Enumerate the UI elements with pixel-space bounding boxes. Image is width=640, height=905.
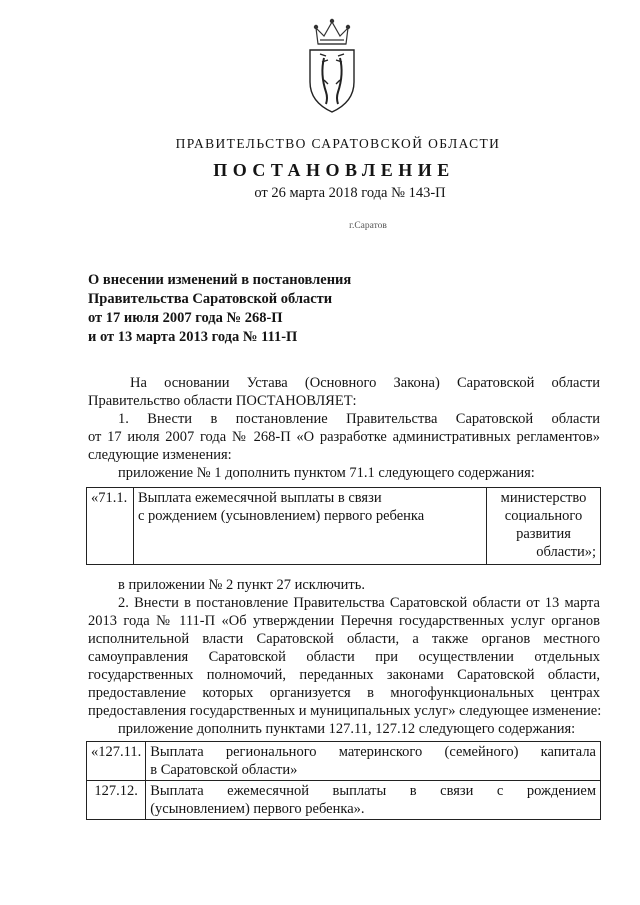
text-line: приложение № 1 дополнить пунктом 71.1 следующего содержания: <box>118 465 535 481</box>
table-cell-number: 127.12. <box>87 781 146 820</box>
text-line: предоставление которых организуется в многофункциональных центрах <box>88 685 600 701</box>
cell-line: социального <box>504 508 583 524</box>
cell-line: развития <box>516 526 571 542</box>
paragraph-1 <box>88 374 600 482</box>
cell-line: с рождением (усыновлением) первого ребенка <box>138 508 425 524</box>
text-line: следующие изменения: <box>88 447 232 463</box>
amendment-table-1 <box>86 487 601 565</box>
cell-line: министерство <box>500 490 587 506</box>
crown-icon <box>314 19 349 44</box>
shield-icon <box>310 50 354 112</box>
city: г.Саратов <box>349 221 387 231</box>
text-line: 2013 года № 111-П «Об утверждении Перечня государственных услуг органов <box>88 613 600 629</box>
text-line: 2. Внести в постановление Правительства Саратовской области от 13 марта <box>118 595 600 611</box>
table-row <box>87 488 601 565</box>
cell-line: в Саратовской области» <box>150 762 298 778</box>
text-line: приложение дополнить пунктами 127.11, 127.12 следующего содержания: <box>118 721 576 737</box>
subject-line: и от 13 марта 2013 года № 111-П <box>88 329 298 345</box>
table-cell-number: «127.11. <box>87 742 146 781</box>
text-line: На основании Устава (Основного Закона) Саратовской области <box>130 375 600 391</box>
cell-line: Выплата ежемесячной выплаты в связи с рождением <box>150 783 596 799</box>
subject-line: О внесении изменений в постановления <box>88 272 352 288</box>
cell-line: области»; <box>536 544 596 560</box>
document-date-number: от 26 марта 2018 года № 143-П <box>254 185 446 201</box>
government-name: ПРАВИТЕЛЬСТВО САРАТОВСКОЙ ОБЛАСТИ <box>175 136 501 151</box>
document-type: ПОСТАНОВЛЕНИЕ <box>213 160 455 180</box>
text-line: предоставления государственных и муниципальных услуг» следующее изменение: <box>88 703 602 719</box>
table-cell-authority <box>487 488 601 565</box>
cell-line: Выплата ежемесячной выплаты в связи <box>138 490 382 506</box>
text-line: от 17 июля 2007 года № 268-П «О разработке административных регламентов» <box>88 429 600 445</box>
table-cell-number: «71.1. <box>87 488 134 565</box>
document-subject <box>88 271 351 347</box>
text-line: самоуправления Саратовской области при осуществлении отдельных <box>88 649 600 665</box>
subject-line: от 17 июля 2007 года № 268-П <box>88 310 283 326</box>
table-cell-service <box>146 742 601 781</box>
paragraph-2 <box>88 576 600 738</box>
table-cell-service <box>146 781 601 820</box>
cell-line: (усыновлением) первого ребенка». <box>150 801 365 817</box>
text-line: Правительство области ПОСТАНОВЛЯЕТ: <box>88 393 357 409</box>
text-line: государственных полномочий, переданных законами Саратовской области, <box>88 667 600 683</box>
table-row <box>87 781 601 820</box>
table-row <box>87 742 601 781</box>
coat-of-arms-emblem <box>300 14 364 118</box>
text-line: исполнительной власти Саратовской области, а также органов местного <box>88 631 600 647</box>
amendment-table-2 <box>86 741 601 820</box>
subject-line: Правительства Саратовской области <box>88 291 333 307</box>
cell-line: Выплата регионального материнского (семейного) капитала <box>150 744 596 760</box>
text-line: в приложении № 2 пункт 27 исключить. <box>118 577 365 593</box>
table-cell-service <box>134 488 487 565</box>
text-line: 1. Внести в постановление Правительства Саратовской области <box>118 411 600 427</box>
